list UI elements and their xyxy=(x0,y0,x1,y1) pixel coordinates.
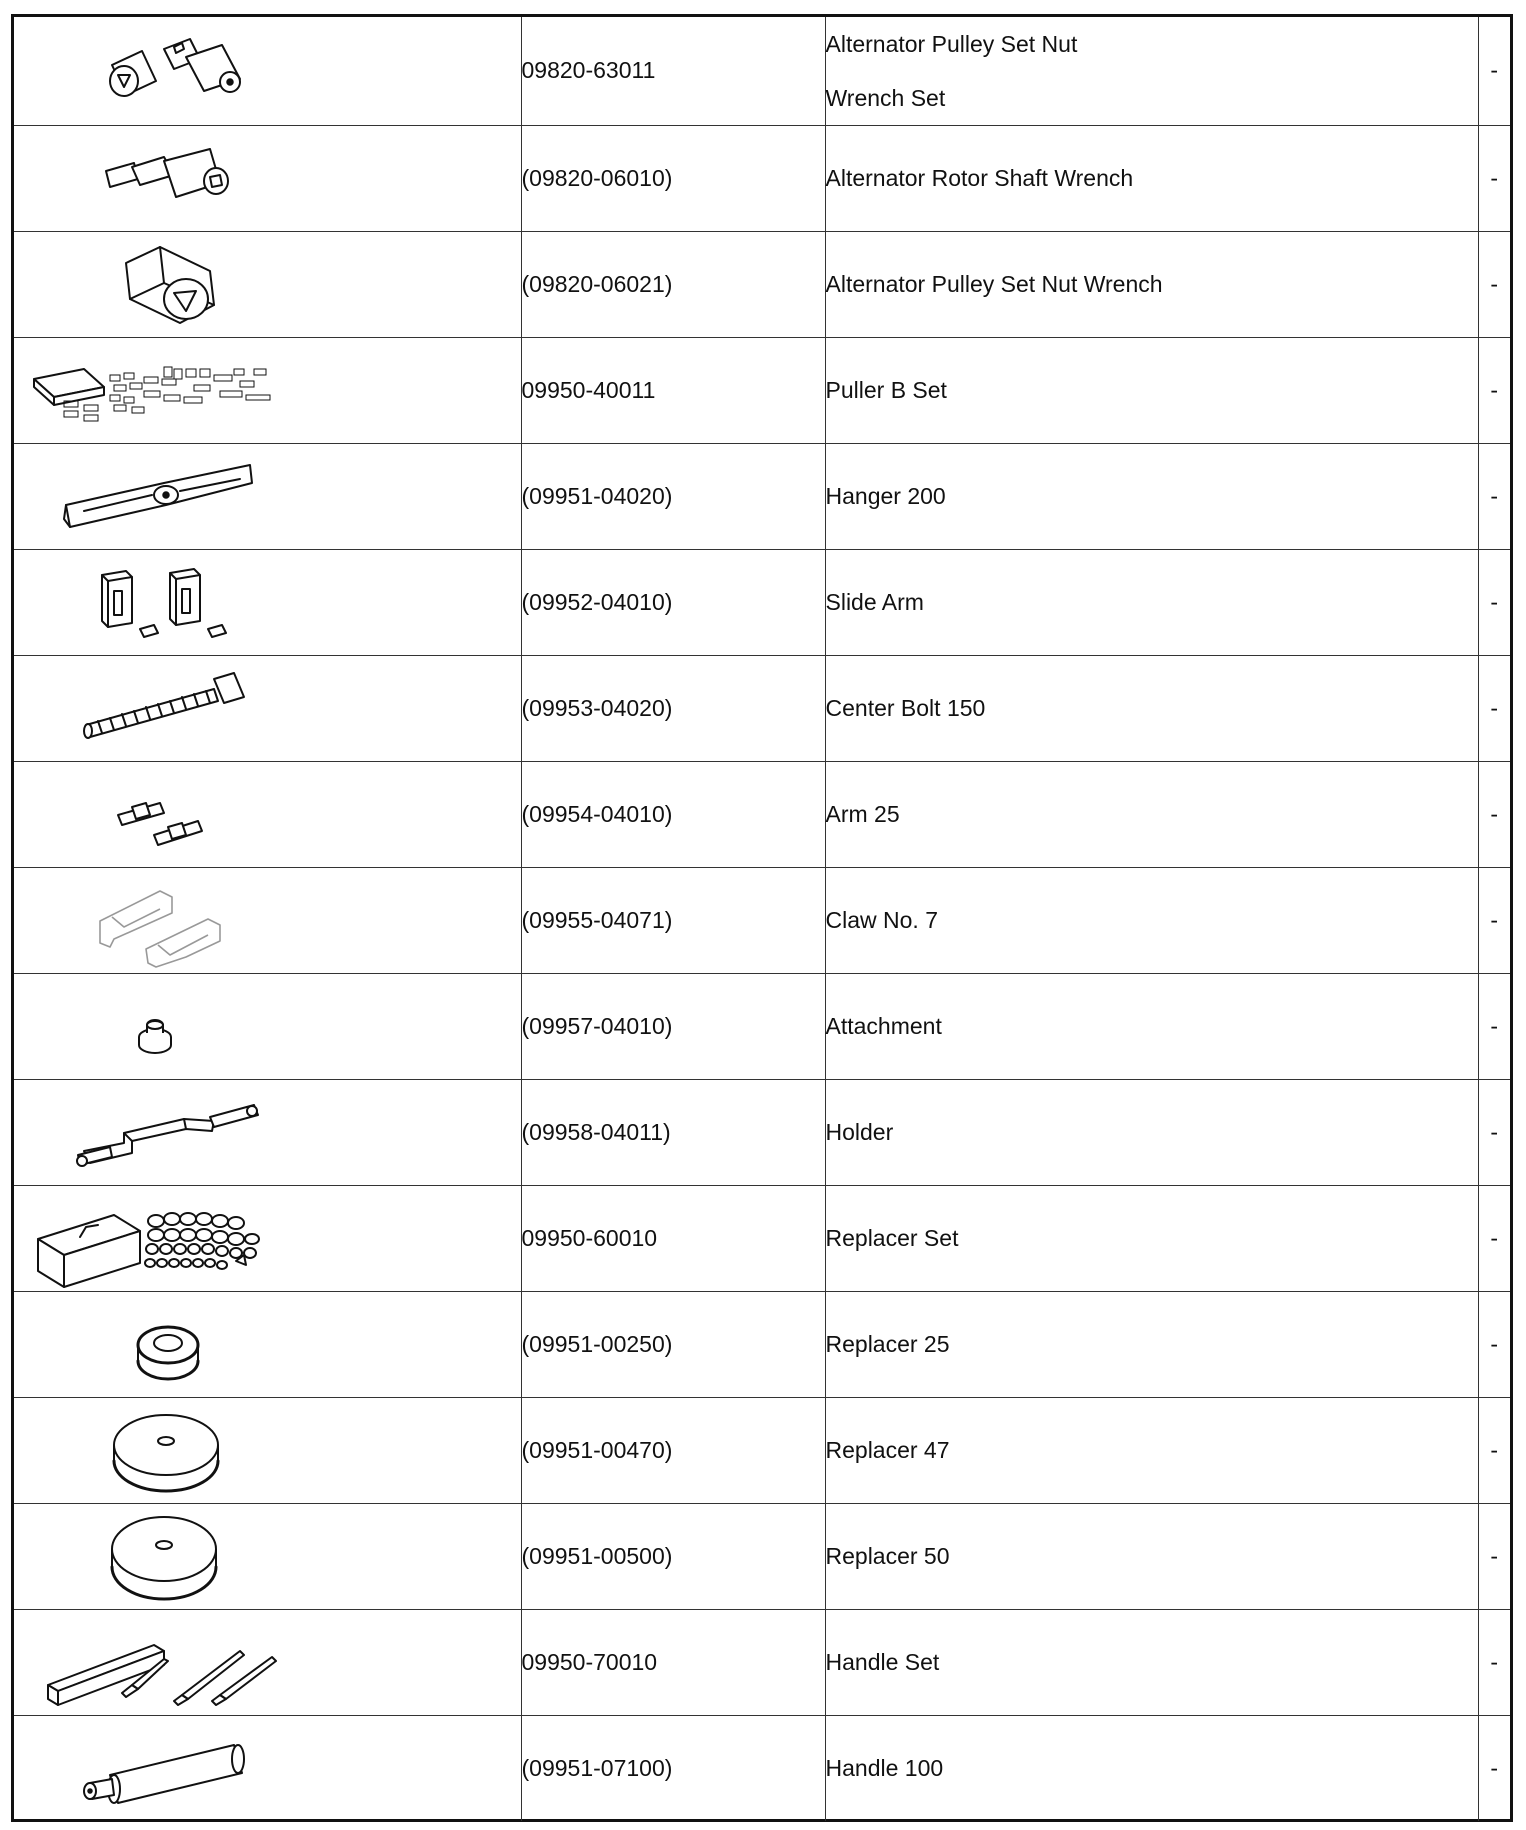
illustration-cell xyxy=(14,1080,521,1186)
note-cell: - xyxy=(1478,762,1510,868)
pulley-nut-wrench-icon xyxy=(14,233,514,337)
table-row xyxy=(14,232,1510,338)
tool-name: Center Bolt 150 xyxy=(825,656,1478,762)
tool-name: Replacer 25 xyxy=(825,1292,1478,1398)
claw-icon xyxy=(14,869,514,973)
part-number: 09820-63011 xyxy=(521,17,825,126)
illustration-cell xyxy=(14,1292,521,1398)
illustration-cell xyxy=(14,338,521,444)
note-cell: - xyxy=(1478,1186,1510,1292)
illustration-cell xyxy=(14,17,521,126)
note-cell: - xyxy=(1478,1080,1510,1186)
illustration-cell xyxy=(14,232,521,338)
pulley-set-nut-wrench-set-icon xyxy=(14,19,514,123)
slide-arm-icon xyxy=(14,551,514,655)
replacer-disc-icon xyxy=(14,1505,514,1609)
part-number: (09954-04010) xyxy=(521,762,825,868)
illustration-cell xyxy=(14,974,521,1080)
hanger-icon xyxy=(14,445,514,549)
handle-icon xyxy=(14,1717,514,1821)
illustration-cell xyxy=(14,1398,521,1504)
tool-name-line: Wrench Set xyxy=(825,85,946,111)
note-cell: - xyxy=(1478,126,1510,232)
puller-set-icon xyxy=(14,339,514,443)
holder-icon xyxy=(14,1081,514,1185)
table-row xyxy=(14,1504,1510,1610)
tool-name: Alternator Pulley Set Nut Wrench xyxy=(825,232,1478,338)
arm-icon xyxy=(14,763,514,867)
part-number: (09951-00250) xyxy=(521,1292,825,1398)
illustration-cell xyxy=(14,126,521,232)
tool-name: Arm 25 xyxy=(825,762,1478,868)
part-number: (09955-04071) xyxy=(521,868,825,974)
note-cell: - xyxy=(1478,1610,1510,1716)
table-row xyxy=(14,1292,1510,1398)
table-row xyxy=(14,1398,1510,1504)
part-number: 09950-60010 xyxy=(521,1186,825,1292)
special-service-tools-table xyxy=(11,14,1513,1822)
note-cell: - xyxy=(1478,1292,1510,1398)
illustration-cell xyxy=(14,762,521,868)
tool-name: Handle Set xyxy=(825,1610,1478,1716)
tool-name: Alternator Rotor Shaft Wrench xyxy=(825,126,1478,232)
note-cell: - xyxy=(1478,17,1510,126)
part-number: (09951-04020) xyxy=(521,444,825,550)
tool-name-line: Alternator Pulley Set Nut xyxy=(825,31,1078,57)
tools-table xyxy=(14,17,1510,1821)
rotor-shaft-wrench-icon xyxy=(14,127,514,231)
note-cell: - xyxy=(1478,550,1510,656)
table-row xyxy=(14,762,1510,868)
tool-name: Replacer 50 xyxy=(825,1504,1478,1610)
part-number: (09951-07100) xyxy=(521,1716,825,1822)
table-row xyxy=(14,1716,1510,1822)
illustration-cell xyxy=(14,868,521,974)
table-row xyxy=(14,126,1510,232)
table-row xyxy=(14,1186,1510,1292)
table-row xyxy=(14,1610,1510,1716)
part-number: 09950-70010 xyxy=(521,1610,825,1716)
tool-name: Handle 100 xyxy=(825,1716,1478,1822)
tool-name: Replacer Set xyxy=(825,1186,1478,1292)
table-row xyxy=(14,550,1510,656)
part-number: (09958-04011) xyxy=(521,1080,825,1186)
tool-name: Puller B Set xyxy=(825,338,1478,444)
illustration-cell xyxy=(14,444,521,550)
table-row xyxy=(14,656,1510,762)
tool-name: Slide Arm xyxy=(825,550,1478,656)
part-number: (09952-04010) xyxy=(521,550,825,656)
replacer-set-icon xyxy=(14,1187,514,1291)
note-cell: - xyxy=(1478,1504,1510,1610)
table-row xyxy=(14,444,1510,550)
table-row xyxy=(14,1080,1510,1186)
note-cell: - xyxy=(1478,1398,1510,1504)
part-number: 09950-40011 xyxy=(521,338,825,444)
center-bolt-icon xyxy=(14,657,514,761)
table-row xyxy=(14,338,1510,444)
replacer-small-icon xyxy=(14,1293,514,1397)
part-number: (09953-04020) xyxy=(521,656,825,762)
illustration-cell xyxy=(14,1716,521,1822)
attachment-icon xyxy=(14,975,514,1079)
handle-set-icon xyxy=(14,1611,514,1715)
tool-name: Replacer 47 xyxy=(825,1398,1478,1504)
note-cell: - xyxy=(1478,974,1510,1080)
replacer-disc-icon xyxy=(14,1399,514,1503)
tool-name: Attachment xyxy=(825,974,1478,1080)
tool-name: Holder xyxy=(825,1080,1478,1186)
part-number: (09957-04010) xyxy=(521,974,825,1080)
part-number: (09951-00470) xyxy=(521,1398,825,1504)
note-cell: - xyxy=(1478,656,1510,762)
illustration-cell xyxy=(14,550,521,656)
tool-name xyxy=(825,17,1478,126)
table-row xyxy=(14,974,1510,1080)
note-cell: - xyxy=(1478,232,1510,338)
illustration-cell xyxy=(14,1504,521,1610)
note-cell: - xyxy=(1478,1716,1510,1822)
illustration-cell xyxy=(14,656,521,762)
part-number: (09820-06010) xyxy=(521,126,825,232)
table-row xyxy=(14,17,1510,126)
note-cell: - xyxy=(1478,868,1510,974)
tool-name: Claw No. 7 xyxy=(825,868,1478,974)
note-cell: - xyxy=(1478,444,1510,550)
part-number: (09820-06021) xyxy=(521,232,825,338)
tool-name: Hanger 200 xyxy=(825,444,1478,550)
part-number: (09951-00500) xyxy=(521,1504,825,1610)
illustration-cell xyxy=(14,1610,521,1716)
illustration-cell xyxy=(14,1186,521,1292)
table-row xyxy=(14,868,1510,974)
note-cell: - xyxy=(1478,338,1510,444)
